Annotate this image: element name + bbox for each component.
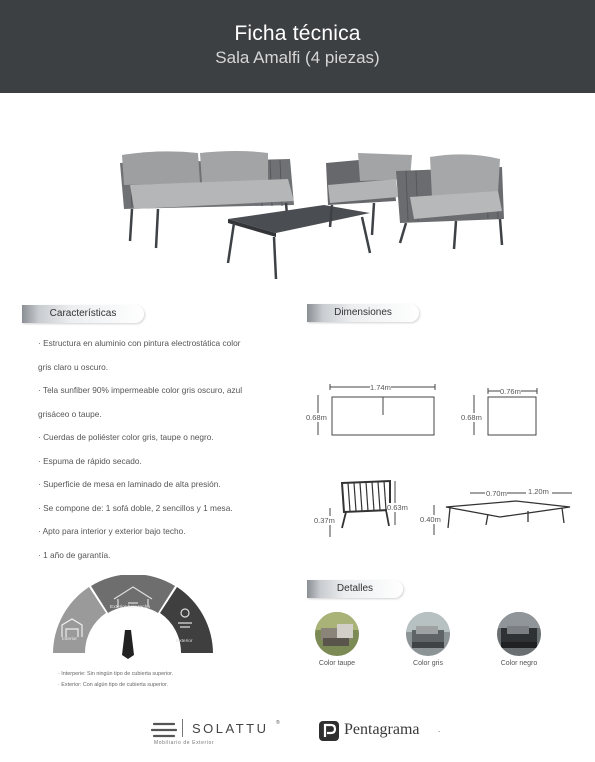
note-exterior: · Exterior: Con algún tipo de cubierta superior. [58, 682, 168, 688]
feature-item: · Tela sunfiber 90% impermeable color gris oscuro, azul [38, 385, 243, 395]
usage-gauge [48, 575, 218, 670]
solattu-wordmark: SOLATTU [192, 721, 269, 736]
page-title: Ficha técnica [234, 22, 361, 45]
color-gris-caption: Color gris [413, 660, 443, 667]
caracteristicas-tab [22, 305, 144, 323]
color-negro-swatch [497, 612, 541, 656]
feature-item: gris claro u oscuro. [38, 361, 109, 372]
gauge-label-bajo-techo: Exterior bajo techo [110, 605, 150, 610]
table-image [228, 205, 370, 279]
caracteristicas-heading: Características [49, 308, 117, 319]
page-subtitle: Sala Amalfi (4 piezas) [215, 48, 380, 67]
color-gris-swatch [406, 612, 450, 656]
gauge-graphic [48, 575, 218, 670]
feature-item: · Cuerdas de poliéster color gris, taupe o negro. [38, 432, 214, 442]
feature-item: · Apto para interior y exterior bajo techo. [38, 526, 186, 536]
color-negro-caption: Color negro [500, 660, 538, 667]
feature-item: · Se compone de: 1 sofá doble, 2 sencillos y 1 mesa. [38, 502, 233, 513]
features-list [38, 332, 288, 567]
chair-height-label: 0.68m [461, 413, 482, 422]
solattu-mark-icon [150, 720, 178, 740]
dimensiones-heading: Dimensiones [334, 307, 392, 318]
feature-item: · Estructura en aluminio con pintura electrostática color [38, 338, 241, 348]
pentagrama-wordmark: Pentagrama [344, 721, 420, 738]
dimension-drawings [300, 375, 590, 545]
color-taupe-swatch [315, 612, 359, 656]
table-depth-label: 0.70m [486, 489, 507, 498]
sofa-width-label: 1.74m [370, 383, 391, 392]
detalles-heading: Detalles [336, 583, 374, 594]
pentagrama-mark-icon [318, 720, 340, 742]
sofa-height-label: 0.68m [306, 413, 327, 422]
solattu-registered: ® [276, 720, 280, 726]
dimensiones-tab [307, 304, 419, 322]
pentagrama-logo [318, 719, 448, 745]
product-photo [110, 145, 510, 285]
chair-seat-height-label: 0.37m [314, 516, 335, 525]
dimensions-diagram [300, 375, 590, 545]
table-height-label: 0.40m [420, 515, 441, 524]
feature-item: · Espuma de rápido secado. [38, 455, 142, 466]
color-taupe-caption: Color taupe [318, 660, 356, 667]
chair-width-label: 0.76m [500, 387, 521, 396]
gauge-label-interior: Interior [62, 637, 77, 642]
solattu-tagline: Mobiliario de Exterior [154, 740, 215, 746]
note-interperie: · Interperie: Sin ningún tipo de cubierta superior. [58, 671, 174, 677]
armchair-front-image [396, 154, 504, 249]
detalles-tab [307, 580, 403, 598]
table-drawing [446, 501, 570, 528]
chair-depth-label: 0.63m [387, 503, 408, 512]
chair-side-drawing [342, 481, 390, 528]
solattu-logo [148, 718, 288, 750]
gauge-needle [122, 630, 134, 659]
table-width-label: 1.20m [528, 487, 549, 496]
feature-item: grisáceo o taupe. [38, 408, 102, 419]
logo-divider [182, 719, 183, 737]
header-banner [0, 0, 595, 93]
gauge-label-exterior: Exterior [176, 639, 193, 644]
pentagrama-dot: . [438, 725, 441, 734]
feature-item: · Superficie de mesa en laminado de alta presión. [38, 479, 221, 489]
feature-item: · 1 año de garantía. [38, 549, 111, 560]
